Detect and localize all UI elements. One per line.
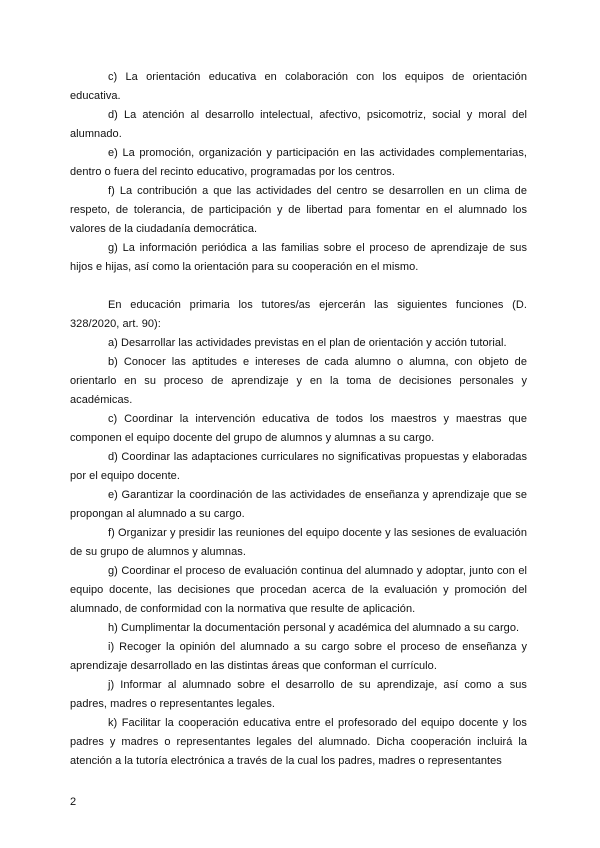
function-b: b) Conocer las aptitudes e intereses de cada alumno o alumna, con objeto de orientarlo en su proceso de aprendizaje y en la toma de decisiones personales y académicas. — [70, 356, 527, 406]
page-body — [70, 68, 527, 771]
function-k: k) Facilitar la cooperación educativa entre el profesorado del equipo docente y los padres y madres o representantes legales del alumnado. Dicha cooperación incluirá la atención a la tutoría electrónica a través de la cual los padres, madres o representantes — [70, 717, 527, 767]
function-e: e) Garantizar la coordinación de las actividades de enseñanza y aprendizaje que se propongan al alumnado a su cargo. — [70, 489, 527, 520]
function-h: h) Cumplimentar la documentación personal y académica del alumnado a su cargo. — [108, 622, 520, 634]
page-number: 2 — [70, 796, 77, 808]
function-a: a) Desarrollar las actividades previstas en el plan de orientación y acción tutorial. — [108, 337, 507, 349]
function-c: c) Coordinar la intervención educativa de todos los maestros y maestras que componen el equipo docente del grupo de alumnos y alumnas a su cargo. — [70, 413, 527, 444]
function-g: g) Coordinar el proceso de evaluación continua del alumnado y adoptar, junto con el equipo docente, las decisiones que procedan acerca de la evaluación y promoción del alumnado, de conformidad con la normativa que resulte de aplicación. — [70, 565, 527, 615]
function-i: i) Recoger la opinión del alumnado a su cargo sobre el proceso de enseñanza y aprendizaje desarrollado en las distintas áreas que conforman el currículo. — [70, 641, 527, 672]
paragraph-intro-primaria: En educación primaria los tutores/as ejercerán las siguientes funciones (D. 328/2020, art. 90): — [70, 299, 527, 330]
paragraph-d-atencion: d) La atención al desarrollo intelectual, afectivo, psicomotriz, social y moral del alumnado. — [70, 109, 527, 140]
paragraph-e-promocion: e) La promoción, organización y participación en las actividades complementarias, dentro o fuera del recinto educativo, programadas por los centros. — [70, 147, 527, 178]
paragraph-g-informacion: g) La información periódica a las familias sobre el proceso de aprendizaje de sus hijos e hijas, así como la orientación para su cooperación en el mismo. — [70, 242, 527, 273]
paragraph-f-contribucion: f) La contribución a que las actividades del centro se desarrollen en un clima de respeto, de tolerancia, de participación y de libertad para fomentar en el alumnado los valores de la ciudadanía democrática. — [70, 185, 527, 235]
function-f: f) Organizar y presidir las reuniones del equipo docente y las sesiones de evaluación de su grupo de alumnos y alumnas. — [70, 527, 527, 558]
function-j: j) Informar al alumnado sobre el desarrollo de su aprendizaje, así como a sus padres, madres o representantes legales. — [70, 679, 527, 710]
function-d: d) Coordinar las adaptaciones curriculares no significativas propuestas y elaboradas por el equipo docente. — [70, 451, 527, 482]
paragraph-c-orientacion: c) La orientación educativa en colaboración con los equipos de orientación educativa. — [70, 71, 527, 102]
